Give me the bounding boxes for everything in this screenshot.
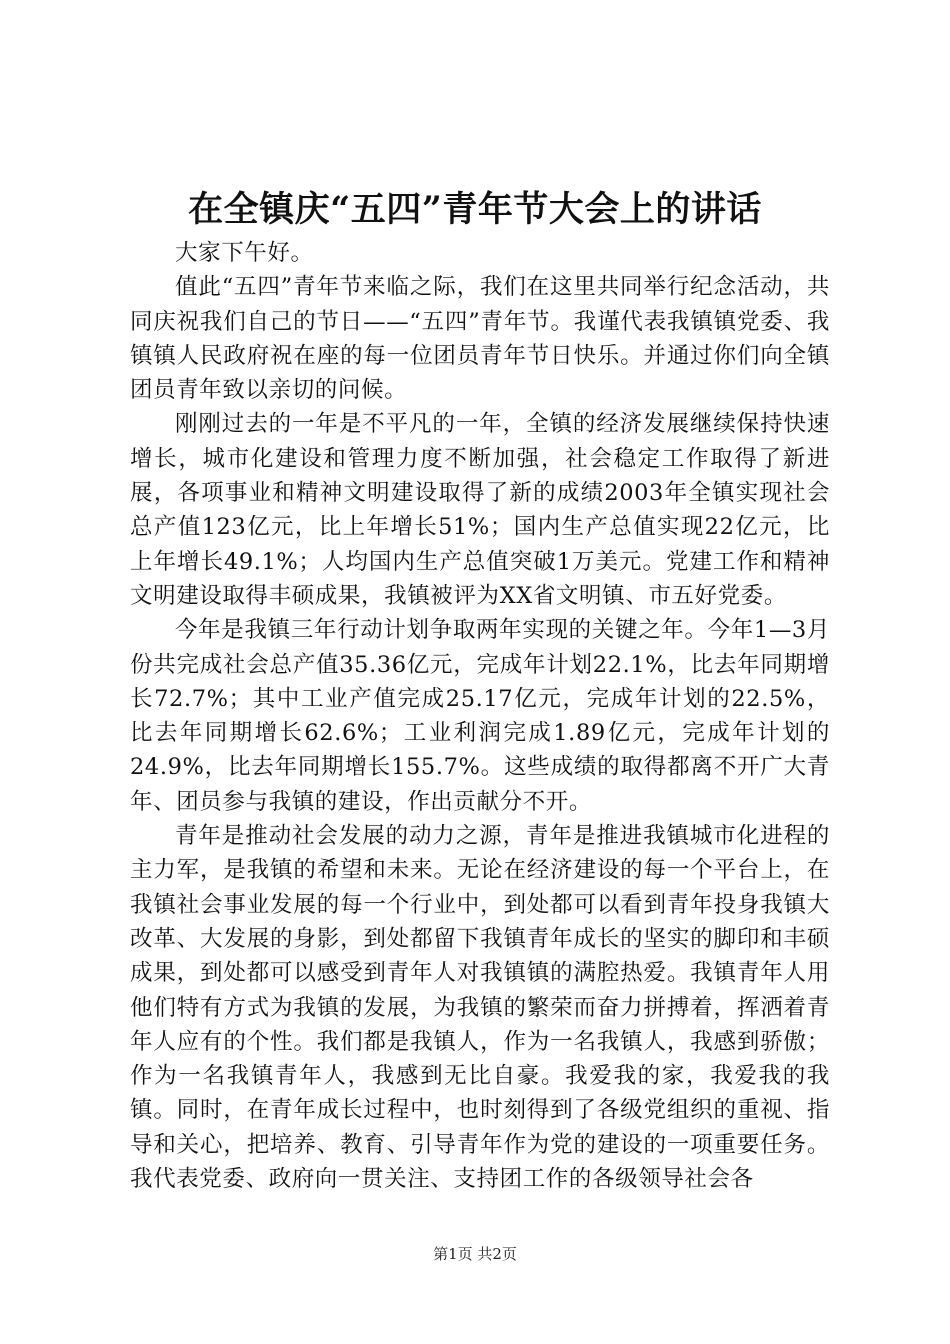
document-title: 在全镇庆“五四”青年节大会上的讲话 bbox=[188, 189, 762, 230]
paragraph-youth: 青年是推动社会发展的动力之源，青年是推进我镇城市化进程的主力军，是我镇的希望和未来。无论在经济建设的每一个平台上，在我镇社会事业发展的每一个行业中，到处都可以看到青年投身我镇大改革、大发展的身影，到处都留下我镇青年成长的坚实的脚印和丰硕成果，到处都可以感受到青年人对我镇镇的满腔热爱。我镇青年人用他们特有方式为我镇的发展，为我镇的繁荣而奋力拼搏着，挥洒着青年人应有的个性。我们都是我镇人，作为一名我镇人，我感到骄傲；作为一名我镇青年人，我感到无比自豪。我爱我的家，我爱我的我镇。同时，在青年成长过程中，也时刻得到了各级党组织的重视、指导和关心，把培养、教育、引导青年作为党的建设的一项重要任务。我代表党委、政府向一贯关注、支持团工作的各级领导社会各 bbox=[130, 823, 830, 1193]
paragraph-past-year: 刚刚过去的一年是不平凡的一年，全镇的经济发展继续保持快速增长，城市化建设和管理力度不断加强，社会稳定工作取得了新进展，各项事业和精神文明建设取得了新的成绩2003年全镇实现社会总产值123亿元，比上年增长51%；国内生产总值实现22亿元，比上年增长49.1%；人均国内生产总值突破1万美元。党建工作和精神文明建设取得丰硕成果，我镇被评为XX省文明镇、市五好党委。 bbox=[130, 411, 830, 609]
document-body bbox=[130, 236, 830, 1196]
page-footer: 第1页 共2页 bbox=[433, 1245, 517, 1263]
paragraph-opening: 值此“五四”青年节来临之际，我们在这里共同举行纪念活动，共同庆祝我们自己的节日——“五四”青年节。我谨代表我镇镇党委、我镇镇人民政府祝在座的每一位团员青年节日快乐。并通过你们向全镇团员青年致以亲切的问候。 bbox=[130, 274, 830, 404]
paragraph-this-year: 今年是我镇三年行动计划争取两年实现的关键之年。今年1—3月份共完成社会总产值35.36亿元，完成年计划22.1%，比去年同期增长72.7%；其中工业产值完成25.17亿元，完成年计划的22.5%，比去年同期增长62.6%；工业利润完成1.89亿元，完成年计划的24.9%，比去年同期增长155.7%。这些成绩的取得都离不开广大青年、团员参与我镇的建设，作出贡献分不开。 bbox=[130, 617, 830, 815]
paragraph-greeting: 大家下午好。 bbox=[175, 240, 314, 266]
